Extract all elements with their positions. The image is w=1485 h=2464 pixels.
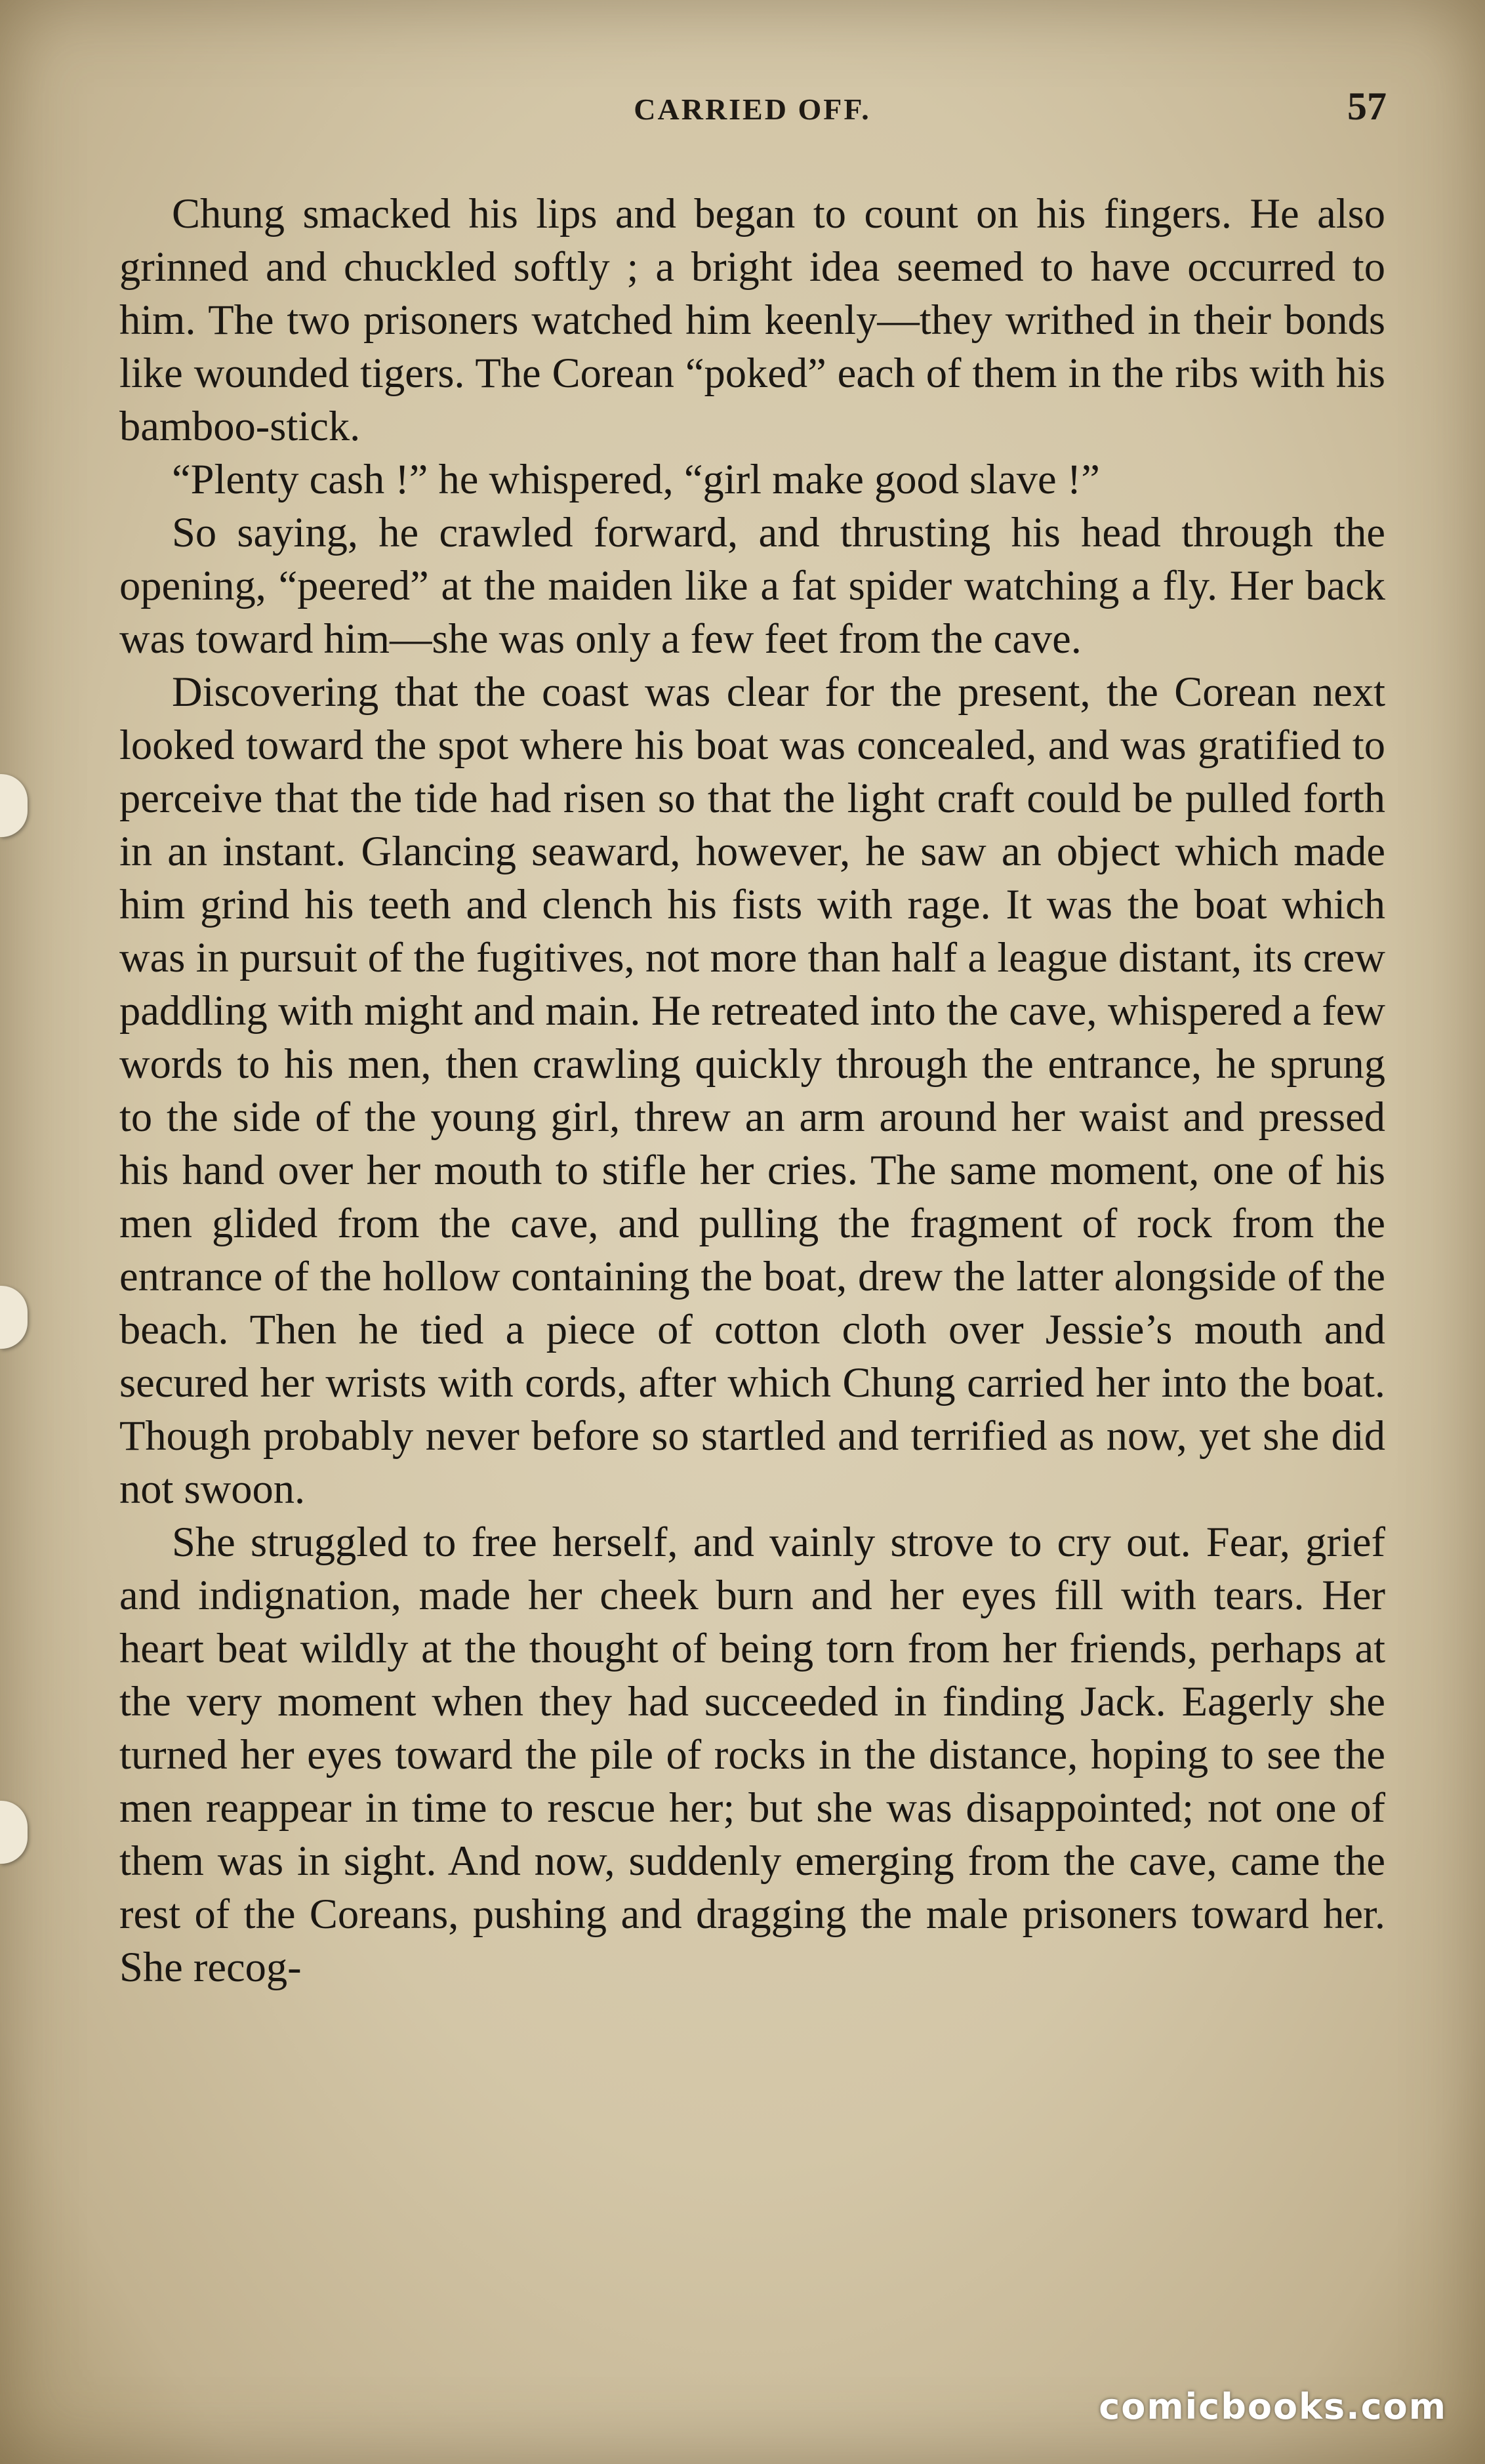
paragraph: Discovering that the coast was clear for the present, the Corean next looked toward the spot where his boat was concealed, and was gratified to perceive that the tide had risen so that the light craft could be pulled forth in an instant. Glancing seaward, however, he saw an object which made him grind his teeth and clench his fists with rage. It was the boat which was in pursuit of the fugitives, not more than half a league distant, its crew paddling with might and main. He retreated into the cave, whispered a few words to his men, then crawling quickly through the entrance, he sprung to the side of the young girl, threw an arm around her waist and pressed his hand over her mouth to stifle her cries. The same moment, one of his men glided from the cave, and pulling the fragment of rock from the entrance of the hollow containing the boat, drew the latter alongside of the beach. Then he tied a piece of cotton cloth over Jessie’s mouth and secured her wrists with cords, after which Chung carried her into the boat. Though probably never before so startled and terrified as now, yet she did not swoon. bbox=[119, 668, 1385, 1512]
binding-tab bbox=[0, 774, 28, 837]
page-header bbox=[118, 84, 1387, 136]
paragraph: She struggled to free herself, and vainly strove to cry out. Fear, grief and indignation, made her cheek burn and her eyes fill with tears. Her heart beat wildly at the thought of being torn from her friends, perhaps at the very moment when they had succeeded in finding Jack. Eagerly she turned her eyes toward the pile of rocks in the distance, hoping to see the men reappear in time to rescue her; but she was disappointed; not one of them was in sight. And now, suddenly emerging from the cave, came the rest of the Coreans, pushing and dragging the male prisoners toward her. She recog- bbox=[119, 1519, 1385, 1990]
paragraph: “Plenty cash !” he whispered, “girl make good slave !” bbox=[172, 456, 1100, 503]
running-title: CARRIED OFF. bbox=[634, 92, 871, 126]
page-number: 57 bbox=[1347, 85, 1387, 128]
binding-tab bbox=[0, 1801, 28, 1864]
paragraph: Chung smacked his lips and began to count on his fingers. He also grinned and chuckled softly ; a bright idea seemed to have occurred to him. The two prisoners watched him keenly—they writhed in their bonds like wounded tigers. The Corean “poked” each of them in the ribs with his bamboo-stick. bbox=[119, 190, 1385, 449]
paragraph: So saying, he crawled forward, and thrusting his head through the opening, “peered” at the maiden like a fat spider watching a fly. Her back was toward him—she was only a few feet from the cave. bbox=[119, 509, 1385, 662]
watermark: comicbooks.com bbox=[1099, 2386, 1447, 2427]
binding-tab bbox=[0, 1286, 28, 1349]
body-text bbox=[119, 187, 1385, 1994]
